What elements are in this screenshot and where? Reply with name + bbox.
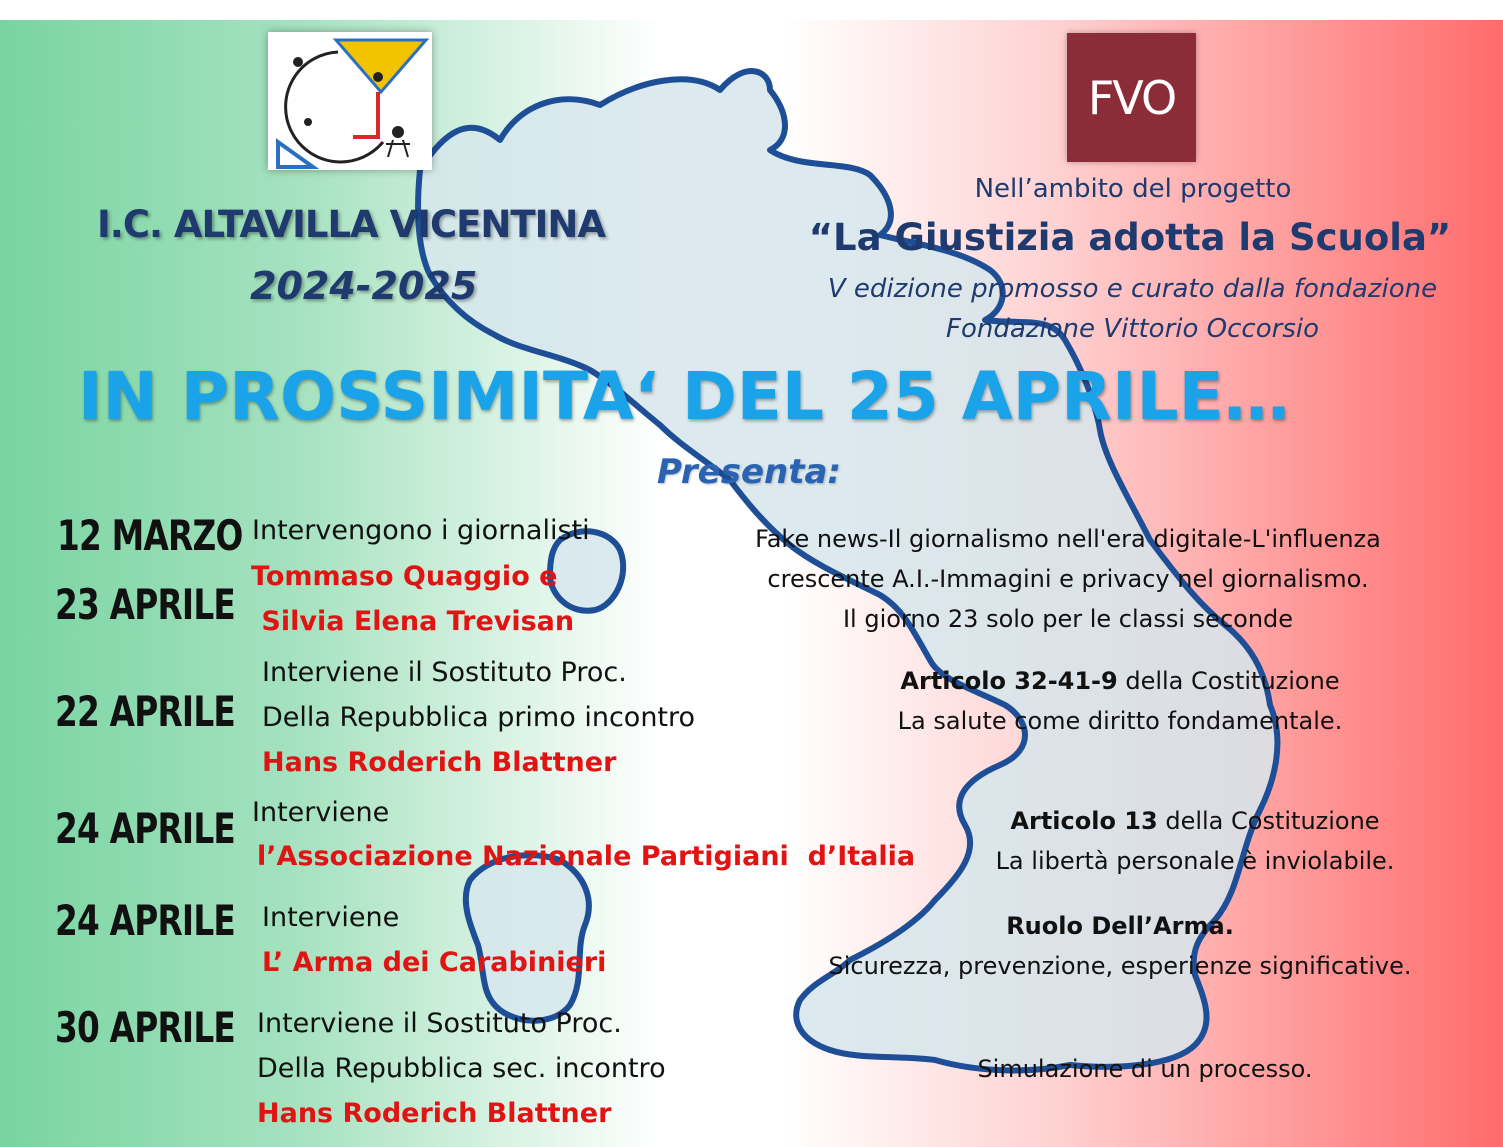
event-line: Della Repubblica sec. incontro — [257, 1053, 666, 1084]
event-speaker: Tommaso Quaggio e — [251, 561, 558, 592]
event-line: Intervengono i giornalisti — [252, 515, 590, 546]
article-ref: Articolo 13 — [1010, 807, 1158, 835]
fvo-logo — [1067, 33, 1196, 162]
article-ref: Articolo 32-41-9 — [900, 667, 1118, 695]
description-line: Il giorno 23 solo per le classi seconde — [842, 604, 1294, 633]
description-line: Sicurezza, prevenzione, esperienze significative. — [828, 951, 1412, 980]
main-title: IN PROSSIMITA‘ DEL 25 APRILE… — [78, 358, 1290, 435]
event-speaker: l’Associazione Nazionale Partigiani d’Italia — [257, 841, 916, 872]
event-date: 12 MARZO — [57, 511, 243, 560]
presenta-label: Presenta: — [657, 452, 841, 492]
event-speaker: Silvia Elena Trevisan — [252, 606, 575, 637]
event-description — [860, 662, 1380, 742]
event-date: 22 APRILE — [55, 687, 236, 736]
event-description — [940, 1050, 1350, 1090]
event-date: 24 APRILE — [55, 896, 236, 945]
description-line: Fake news-Il giornalismo nell'era digitale-L'influenza — [755, 525, 1381, 553]
poster — [0, 20, 1503, 1147]
event-line: Interviene il Sostituto Proc. — [262, 657, 627, 688]
school-logo — [268, 32, 432, 170]
description-heading — [960, 802, 1430, 842]
project-foundation: Fondazione Vittorio Occorsio — [945, 314, 1319, 344]
event-description — [718, 520, 1418, 639]
event-line: Interviene il Sostituto Proc. — [257, 1008, 622, 1039]
school-name: I.C. ALTAVILLA VICENTINA — [97, 203, 605, 246]
role-heading: Ruolo Dell’Arma. — [1006, 912, 1234, 940]
article-suffix: della Costituzione — [1157, 807, 1380, 835]
project-edition: V edizione promosso e curato dalla fondazione — [827, 274, 1438, 304]
event-date: 23 APRILE — [55, 580, 236, 629]
article-suffix: della Costituzione — [1117, 667, 1340, 695]
description-heading — [790, 907, 1450, 947]
event-description — [960, 802, 1430, 882]
description-heading — [860, 662, 1380, 702]
description-line: La salute come diritto fondamentale. — [897, 706, 1343, 735]
fvo-logo-text: FVO — [1087, 70, 1176, 125]
event-date: 24 APRILE — [55, 804, 236, 853]
project-title: “La Giustizia adotta la Scuola” — [808, 216, 1452, 259]
event-date: 30 APRILE — [55, 1003, 236, 1052]
event-line: Interviene — [252, 797, 390, 828]
event-speaker: Hans Roderich Blattner — [262, 747, 617, 778]
description-line: Simulazione di un processo. — [977, 1055, 1313, 1083]
description-line: crescente A.I.-Immagini e privacy nel giornalismo. — [767, 564, 1369, 593]
event-line: Della Repubblica primo incontro — [262, 702, 696, 733]
description-line: La libertà personale è inviolabile. — [995, 846, 1395, 875]
project-intro: Nell’ambito del progetto — [974, 174, 1292, 204]
event-description — [790, 907, 1450, 987]
school-year: 2024-2025 — [250, 264, 478, 308]
event-speaker: L’ Arma dei Carabinieri — [262, 947, 607, 978]
event-speaker: Hans Roderich Blattner — [257, 1098, 612, 1129]
event-line: Interviene — [262, 902, 400, 933]
